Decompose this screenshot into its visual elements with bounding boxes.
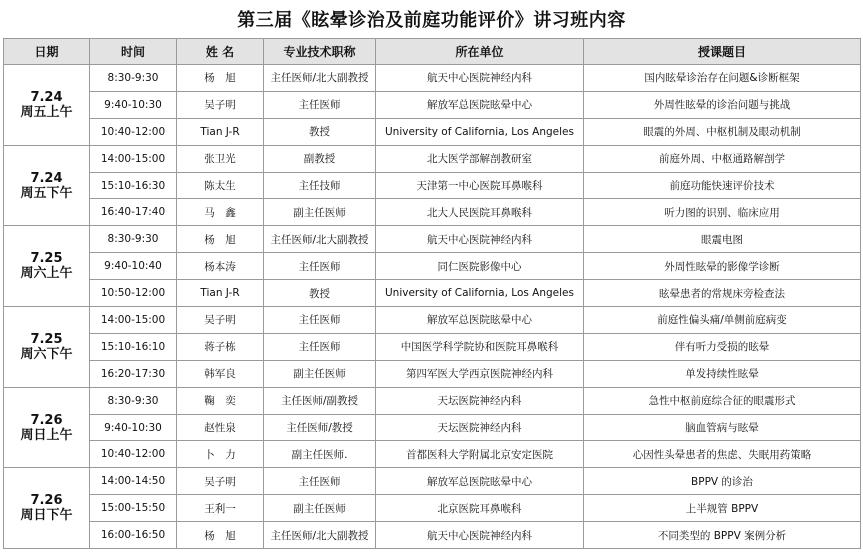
topic-cell: 前庭外周、中枢通路解剖学 xyxy=(584,145,861,172)
time-cell: 8:30-9:30 xyxy=(90,387,177,414)
topic-cell: 国内眩晕诊治存在问题&诊断框架 xyxy=(584,65,861,92)
name-cell: 张卫光 xyxy=(177,145,264,172)
schedule-table xyxy=(3,38,861,549)
header-date: 日期 xyxy=(4,39,90,65)
topic-cell: 脑血管病与眩晕 xyxy=(584,414,861,441)
period-label: 周六下午 xyxy=(20,346,73,362)
institution-cell: 天坛医院神经内科 xyxy=(376,414,584,441)
topic-cell: 前庭性偏头痛/单侧前庭病变 xyxy=(584,307,861,334)
table-row xyxy=(4,91,861,118)
name-cell: 杨 旭 xyxy=(177,226,264,253)
topic-cell: BPPV 的诊治 xyxy=(584,468,861,495)
job-title-cell: 教授 xyxy=(264,118,376,145)
time-cell: 14:00-15:00 xyxy=(90,307,177,334)
topic-cell: 上半规管 BPPV xyxy=(584,495,861,522)
institution-cell: 第四军医大学西京医院神经内科 xyxy=(376,360,584,387)
name-cell: 韩军良 xyxy=(177,360,264,387)
date-cell xyxy=(4,145,90,226)
header-name: 姓 名 xyxy=(177,39,264,65)
date-label: 7.24 xyxy=(30,89,63,105)
period-label: 周五下午 xyxy=(20,185,73,201)
date-label: 7.26 xyxy=(30,493,63,509)
time-cell: 15:10-16:30 xyxy=(90,172,177,199)
header-topic: 授课题目 xyxy=(584,39,861,65)
institution-cell: 解放军总医院眩晕中心 xyxy=(376,468,584,495)
institution-cell: 解放军总医院眩晕中心 xyxy=(376,307,584,334)
time-cell: 9:40-10:40 xyxy=(90,253,177,280)
table-row xyxy=(4,226,861,253)
time-cell: 9:40-10:30 xyxy=(90,91,177,118)
name-cell: 马 鑫 xyxy=(177,199,264,226)
table-row xyxy=(4,495,861,522)
table-row xyxy=(4,333,861,360)
header-time: 时间 xyxy=(90,39,177,65)
page-title: 第三届《眩晕诊治及前庭功能评价》讲习班内容 xyxy=(237,10,626,31)
table-row xyxy=(4,441,861,468)
name-cell: 王利一 xyxy=(177,495,264,522)
period-label: 周五上午 xyxy=(20,104,73,120)
job-title-cell: 主任医师/副教授 xyxy=(264,387,376,414)
period-label: 周日下午 xyxy=(20,508,73,524)
date-cell xyxy=(4,65,90,146)
table-row xyxy=(4,468,861,495)
time-cell: 10:50-12:00 xyxy=(90,280,177,307)
date-cell xyxy=(4,387,90,468)
institution-cell: 首都医科大学附属北京安定医院 xyxy=(376,441,584,468)
job-title-cell: 主任医师 xyxy=(264,253,376,280)
date-cell xyxy=(4,226,90,307)
topic-cell: 单发持续性眩晕 xyxy=(584,360,861,387)
table-row xyxy=(4,118,861,145)
time-cell: 10:40-12:00 xyxy=(90,118,177,145)
time-cell: 10:40-12:00 xyxy=(90,441,177,468)
job-title-cell: 副教授 xyxy=(264,145,376,172)
date-label: 7.26 xyxy=(30,412,63,428)
job-title-cell: 主任医师 xyxy=(264,307,376,334)
time-cell: 15:10-16:10 xyxy=(90,333,177,360)
topic-cell: 眼震的外周、中枢机制及眼动机制 xyxy=(584,118,861,145)
institution-cell: 同仁医院影像中心 xyxy=(376,253,584,280)
name-cell: 吴子明 xyxy=(177,468,264,495)
institution-cell: 中国医学科学院协和医院耳鼻喉科 xyxy=(376,333,584,360)
header-institution: 所在单位 xyxy=(376,39,584,65)
institution-cell: 航天中心医院神经内科 xyxy=(376,65,584,92)
name-cell: 杨 旭 xyxy=(177,65,264,92)
name-cell: 杨本涛 xyxy=(177,253,264,280)
topic-cell: 眩晕患者的常规床旁检查法 xyxy=(584,280,861,307)
table-row xyxy=(4,360,861,387)
table-row xyxy=(4,199,861,226)
topic-cell: 前庭功能快速评价技术 xyxy=(584,172,861,199)
job-title-cell: 副主任医师. xyxy=(264,441,376,468)
time-cell: 15:00-15:50 xyxy=(90,495,177,522)
time-cell: 16:20-17:30 xyxy=(90,360,177,387)
topic-cell: 外周性眩晕的影像学诊断 xyxy=(584,253,861,280)
job-title-cell: 主任医师 xyxy=(264,468,376,495)
name-cell: 陈太生 xyxy=(177,172,264,199)
name-cell: 杨 旭 xyxy=(177,522,264,549)
header-row xyxy=(4,39,861,65)
time-cell: 14:00-14:50 xyxy=(90,468,177,495)
name-cell: 蒋子栋 xyxy=(177,333,264,360)
institution-cell: 解放军总医院眩晕中心 xyxy=(376,91,584,118)
topic-cell: 眼震电图 xyxy=(584,226,861,253)
name-cell: 吴子明 xyxy=(177,91,264,118)
institution-cell: 航天中心医院神经内科 xyxy=(376,522,584,549)
institution-cell: 航天中心医院神经内科 xyxy=(376,226,584,253)
time-cell: 9:40-10:30 xyxy=(90,414,177,441)
period-label: 周六上午 xyxy=(20,266,73,282)
institution-cell: 北大人民医院耳鼻喉科 xyxy=(376,199,584,226)
topic-cell: 心因性头晕患者的焦虑、失眠用药策略 xyxy=(584,441,861,468)
institution-cell: 北京医院耳鼻喉科 xyxy=(376,495,584,522)
topic-cell: 外周性眩晕的诊治问题与挑战 xyxy=(584,91,861,118)
institution-cell: 北大医学部解剖教研室 xyxy=(376,145,584,172)
date-label: 7.25 xyxy=(30,251,63,267)
date-cell xyxy=(4,468,90,549)
date-cell xyxy=(4,307,90,388)
header-title: 专业技术职称 xyxy=(264,39,376,65)
job-title-cell: 主任医师 xyxy=(264,333,376,360)
job-title-cell: 教授 xyxy=(264,280,376,307)
topic-cell: 不同类型的 BPPV 案例分析 xyxy=(584,522,861,549)
table-row xyxy=(4,145,861,172)
job-title-cell: 主任医师/北大副教授 xyxy=(264,226,376,253)
table-row xyxy=(4,253,861,280)
name-cell: 吴子明 xyxy=(177,307,264,334)
job-title-cell: 主任医师 xyxy=(264,91,376,118)
topic-cell: 伴有听力受损的眩晕 xyxy=(584,333,861,360)
institution-cell: 天津第一中心医院耳鼻喉科 xyxy=(376,172,584,199)
institution-cell: 天坛医院神经内科 xyxy=(376,387,584,414)
table-row xyxy=(4,307,861,334)
name-cell: 卜 力 xyxy=(177,441,264,468)
table-row xyxy=(4,280,861,307)
topic-cell: 听力图的识别、临床应用 xyxy=(584,199,861,226)
job-title-cell: 主任医师/北大副教授 xyxy=(264,522,376,549)
institution-cell: University of California, Los Angeles xyxy=(376,280,584,307)
table-row xyxy=(4,65,861,92)
job-title-cell: 主任医师/北大副教授 xyxy=(264,65,376,92)
job-title-cell: 副主任医师 xyxy=(264,495,376,522)
time-cell: 16:40-17:40 xyxy=(90,199,177,226)
date-label: 7.25 xyxy=(30,331,63,347)
job-title-cell: 副主任医师 xyxy=(264,199,376,226)
date-label: 7.24 xyxy=(30,170,63,186)
name-cell: 赵性泉 xyxy=(177,414,264,441)
name-cell: Tian J-R xyxy=(177,280,264,307)
schedule-body xyxy=(4,65,861,549)
table-row xyxy=(4,387,861,414)
table-row xyxy=(4,522,861,549)
time-cell: 14:00-15:00 xyxy=(90,145,177,172)
job-title-cell: 主任医师/教授 xyxy=(264,414,376,441)
period-label: 周日上午 xyxy=(20,427,73,443)
time-cell: 16:00-16:50 xyxy=(90,522,177,549)
name-cell: Tian J-R xyxy=(177,118,264,145)
time-cell: 8:30-9:30 xyxy=(90,65,177,92)
name-cell: 鞠 奕 xyxy=(177,387,264,414)
job-title-cell: 副主任医师 xyxy=(264,360,376,387)
table-row xyxy=(4,172,861,199)
table-row xyxy=(4,414,861,441)
time-cell: 8:30-9:30 xyxy=(90,226,177,253)
institution-cell: University of California, Los Angeles xyxy=(376,118,584,145)
topic-cell: 急性中枢前庭综合征的眼震形式 xyxy=(584,387,861,414)
job-title-cell: 主任技师 xyxy=(264,172,376,199)
